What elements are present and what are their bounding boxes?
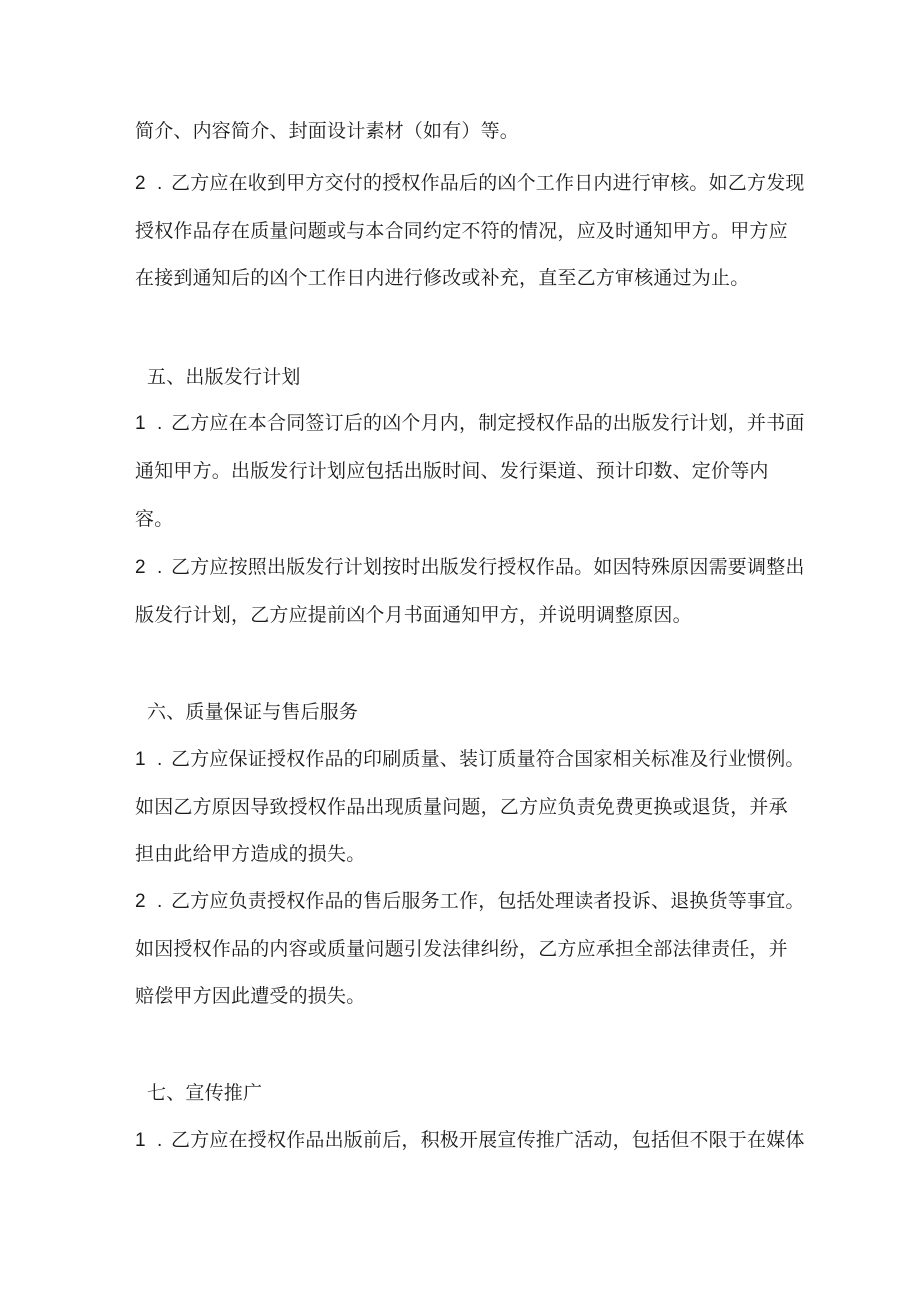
clause-number: 1: [135, 749, 146, 770]
clause-text: 乙方应保证授权作品的印刷质量、装订质量符合国家相关标准及行业惯例。: [171, 748, 805, 770]
clause-number: 1: [135, 413, 146, 434]
clause-7-1-line-1: [135, 1127, 805, 1154]
clause-6-1-line-1: [135, 746, 805, 773]
section-6-heading: 六、质量保证与售后服务: [147, 701, 359, 723]
clause-text: 乙方应按照出版发行计划按时出版发行授权作品。如因特殊原因需要调整出: [171, 556, 805, 578]
clause-4-2-line-3: 在接到通知后的凶个工作日内进行修改或补充，直至乙方审核通过为止。: [135, 267, 750, 289]
clause-dot: .: [157, 1130, 163, 1151]
clause-6-2-line-1: [135, 888, 805, 915]
clause-text: 乙方应在本合同签订后的凶个月内，制定授权作品的出版发行计划，并书面: [171, 412, 805, 434]
clause-6-1-line-2: 如因乙方原因导致授权作品出现质量问题，乙方应负责免费更换或退货，并承: [135, 796, 788, 818]
clause-6-2-line-3: 赔偿甲方因此遭受的损失。: [135, 985, 366, 1007]
clause-dot: .: [157, 173, 163, 194]
clause-text: 乙方应负责授权作品的售后服务工作，包括处理读者投诉、退换货等事宜。: [171, 890, 805, 912]
clause-6-2-line-2: 如因授权作品的内容或质量问题引发法律纠纷，乙方应承担全部法律责任，并: [135, 938, 788, 960]
clause-5-1-line-2: 通知甲方。出版发行计划应包括出版时间、发行渠道、预计印数、定价等内: [135, 460, 769, 482]
clause-dot: .: [157, 749, 163, 770]
clause-5-2-line-2: 版发行计划，乙方应提前凶个月书面通知甲方，并说明调整原因。: [135, 604, 692, 626]
clause-4-2-line-1: [135, 170, 805, 197]
section-7-heading: 七、宣传推广: [147, 1082, 263, 1104]
clause-number: 2: [135, 891, 146, 912]
section-5-heading: 五、出版发行计划: [147, 366, 301, 388]
clause-text: 乙方应在收到甲方交付的授权作品后的凶个工作日内进行审核。如乙方发现: [171, 172, 805, 194]
clause-5-1-line-3: 容。: [135, 508, 174, 530]
clause-number: 2: [135, 557, 146, 578]
clause-dot: .: [157, 891, 163, 912]
clause-5-2-line-1: [135, 554, 805, 581]
clause-dot: .: [157, 557, 163, 578]
clause-dot: .: [157, 413, 163, 434]
clause-number: 1: [135, 1130, 146, 1151]
clause-5-1-line-1: [135, 410, 805, 437]
clause-number: 2: [135, 173, 146, 194]
clause-4-2-line-2: 授权作品存在质量问题或与本合同约定不符的情况，应及时通知甲方。甲方应: [135, 220, 788, 242]
clause-6-1-line-3: 担由此给甲方造成的损失。: [135, 843, 366, 865]
clause-text: 乙方应在授权作品出版前后，积极开展宣传推广活动，包括但不限于在媒体: [171, 1129, 805, 1151]
paragraph-line: 简介、内容简介、封面设计素材（如有）等。: [135, 120, 520, 142]
